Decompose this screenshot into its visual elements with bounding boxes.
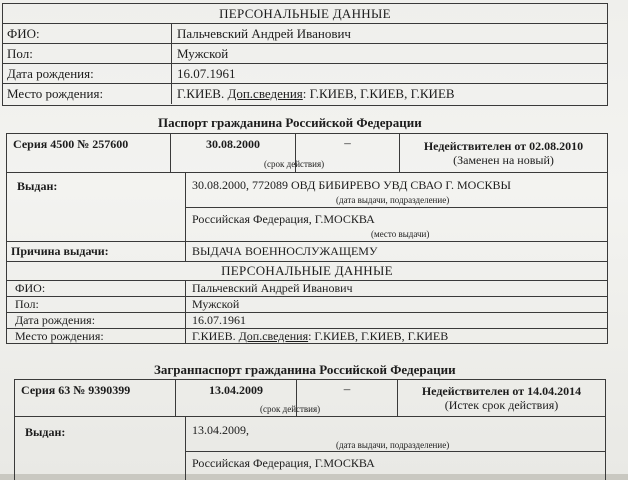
zagran-issued-row — [15, 417, 605, 480]
personal-data-table-1 — [2, 3, 608, 106]
passport-reason-label: Причина выдачи: — [11, 244, 109, 258]
zagran-status: Недействителен от 14.04.2014 — [421, 383, 582, 398]
gender-value: Мужской — [177, 45, 229, 61]
birthplace-extra: : Г.КИЕВ, Г.КИЕВ, Г.КИЕВ — [302, 86, 455, 101]
zagran-table — [14, 379, 606, 480]
birthdate2-value: 16.07.1961 — [192, 313, 246, 327]
birthdate-value: 16.07.1961 — [177, 65, 236, 81]
personal-row-birthplace — [3, 84, 607, 104]
passport-issued-label: Выдан: — [17, 179, 58, 193]
passport-place-caption: (место выдачи) — [371, 229, 430, 239]
zagran-validity-caption: (срок действия) — [260, 404, 321, 414]
zagran-issue-date: 13.04.2009 — [209, 383, 263, 397]
fio2-label: ФИО: — [15, 281, 46, 295]
birthplace-extra-label: Доп.сведения — [227, 86, 303, 101]
fio2-value: Пальчевский Андрей Иванович — [192, 281, 353, 295]
passport-place-subrow — [186, 208, 607, 241]
fio-label: ФИО: — [7, 25, 40, 41]
birthplace-city: Г.КИЕВ. — [177, 86, 225, 101]
passport-table — [6, 133, 608, 344]
passport-issued-row — [7, 173, 607, 242]
zagran-section-title: Загранпаспорт гражданина Российской Федерации — [154, 362, 456, 377]
personal2-row-gender — [7, 297, 607, 313]
birthplace2-city: Г.КИЕВ. — [192, 329, 236, 343]
zagran-issued-subrow — [186, 417, 605, 452]
zagran-expiry-dash: – — [343, 381, 351, 396]
zagran-issued-value: 13.04.2009, — [192, 423, 249, 437]
birthplace-label: Место рождения: — [7, 86, 104, 101]
passport-status-cell — [400, 134, 607, 172]
personal2-title: ПЕРСОНАЛЬНЫЕ ДАННЫЕ — [221, 263, 393, 278]
personal2-title-row — [7, 262, 607, 281]
birthplace2-extra-label: Доп.сведения — [238, 329, 309, 343]
passport-expiry-dash: – — [344, 135, 351, 150]
birthplace-value — [172, 84, 607, 104]
passport-series: Серия 4500 № 257600 — [13, 137, 129, 151]
zagran-status-cell — [398, 380, 605, 416]
personal-row-birthdate — [3, 64, 607, 84]
gender2-value: Мужской — [192, 297, 240, 311]
personal-title-row — [3, 4, 607, 24]
zagran-series: Серия 63 № 9390399 — [21, 383, 131, 397]
fio-value: Пальчевский Андрей Иванович — [177, 25, 351, 41]
zagran-issued-caption: (дата выдачи, подразделение) — [336, 440, 450, 450]
personal2-row-birthdate — [7, 313, 607, 329]
passport-section-title: Паспорт гражданина Российской Федерации — [158, 115, 422, 130]
zagran-status-reason: (Истек срок действия) — [444, 398, 559, 412]
birthdate2-label: Дата рождения: — [15, 313, 96, 327]
passport-issued-value: 30.08.2000, 772089 ОВД БИБИРЕВО УВД СВАО Г. МОСКВЫ — [192, 178, 511, 192]
birthplace2-extra: : Г.КИЕВ, Г.КИЕВ, Г.КИЕВ — [308, 329, 449, 343]
personal2-row-birthplace — [7, 329, 607, 343]
personal-data-title: ПЕРСОНАЛЬНЫЕ ДАННЫЕ — [219, 5, 391, 21]
passport-place-value: Российская Федерация, Г.МОСКВА — [192, 212, 375, 226]
passport-status: Недействителен от 02.08.2010 — [423, 138, 584, 153]
zagran-series-row — [15, 380, 605, 417]
passport-status-reason: (Заменен на новый) — [453, 153, 554, 167]
passport-issued-caption: (дата выдачи, подразделение) — [336, 195, 450, 205]
passport-issued-subrow — [186, 173, 607, 208]
personal2-row-fio — [7, 281, 607, 297]
passport-reason-value: ВЫДАЧА ВОЕННОСЛУЖАЩЕМУ — [192, 244, 378, 258]
gender-label: Пол: — [7, 45, 33, 61]
birthdate-label: Дата рождения: — [7, 65, 94, 81]
zagran-place-subrow — [186, 452, 605, 480]
personal-row-gender — [3, 44, 607, 64]
birthplace2-label: Место рождения: — [15, 329, 104, 343]
passport-series-row — [7, 134, 607, 173]
passport-reason-row — [7, 242, 607, 262]
gender2-label: Пол: — [15, 297, 39, 311]
personal-row-fio — [3, 24, 607, 44]
birthplace2-value — [186, 329, 607, 343]
passport-validity-caption: (срок действия) — [264, 159, 325, 169]
passport-issue-date: 30.08.2000 — [206, 137, 260, 151]
zagran-place-value: Российская Федерация, Г.МОСКВА — [192, 456, 375, 470]
zagran-issued-label: Выдан: — [25, 425, 66, 439]
